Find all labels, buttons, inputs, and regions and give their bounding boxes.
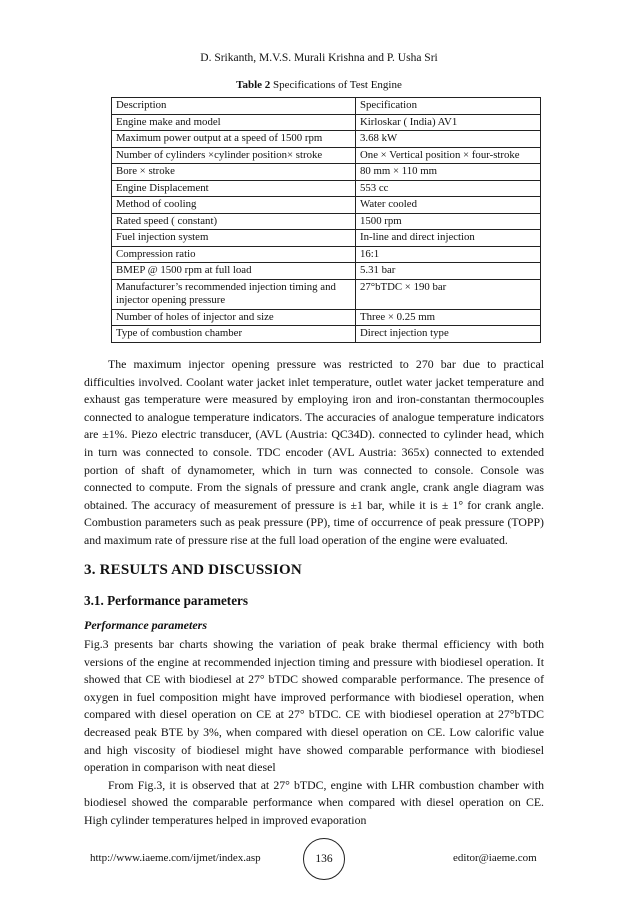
table-row — [112, 309, 541, 326]
table-cell-specification: 553 cc — [356, 180, 541, 197]
table-cell-description: Description — [112, 98, 356, 115]
footer-email-link[interactable]: editor@iaeme.com — [453, 852, 537, 864]
paragraph-1: The maximum injector opening pressure was restricted to 270 bar due to practical difficulties involved. Coolant water jacket inlet temperature, outlet water jacket temperature and exhaust gas temperature were measured by employing iron and iron-constantan thermocouples connected to analogue temperature indicators. The accuracies of analogue temperature indicators are ±1%. Piezo electric transducer, (AVL (Austria: QC34D). connected to cylinder head, which in turn was connected to console. TDC encoder (AVL Austria: 365x) connected to extended portion of shaft of dynamometer, which in turn was connected to console. Console was connected to compute. From the signals of pressure and crank angle, crank angle diagram was obtained. The accuracy of measurement of pressure is ±1 bar, while it is ± 1° for crank angle. Combustion parameters such as peak pressure (PP), time of occurrence of peak pressure (TOPP) and maximum rate of pressure rise at the full load operation of the engine were evaluated. — [84, 357, 544, 547]
table-row — [112, 326, 541, 343]
table-cell-description: Compression ratio — [112, 246, 356, 263]
table-row — [112, 180, 541, 197]
body-paragraph-1 — [84, 356, 544, 550]
table-cell-specification: Direct injection type — [356, 326, 541, 343]
table-row — [112, 279, 541, 309]
table-cell-specification: 80 mm × 110 mm — [356, 164, 541, 181]
table-row — [112, 164, 541, 181]
table-cell-description: Method of cooling — [112, 197, 356, 214]
table-cell-description: Number of holes of injector and size — [112, 309, 356, 326]
table-header-row — [112, 98, 541, 115]
table-row — [112, 230, 541, 247]
running-head-authors: D. Srikanth, M.V.S. Murali Krishna and P. Usha Sri — [200, 52, 438, 64]
table-row — [112, 246, 541, 263]
table-cell-specification: In-line and direct injection — [356, 230, 541, 247]
footer-url-link[interactable]: http://www.iaeme.com/ijmet/index.asp — [90, 852, 261, 864]
table-cell-specification: 27°bTDC × 190 bar — [356, 279, 541, 309]
table-cell-description: Engine make and model — [112, 114, 356, 131]
table-caption — [0, 79, 638, 91]
table-row — [112, 197, 541, 214]
table-label: Table 2 — [236, 79, 271, 91]
section-heading: 3. RESULTS AND DISCUSSION — [84, 562, 302, 578]
page-number-badge — [303, 838, 345, 880]
table-row — [112, 131, 541, 148]
table-cell-specification: One × Vertical position × four-stroke — [356, 147, 541, 164]
table-cell-description: Type of combustion chamber — [112, 326, 356, 343]
table-cell-specification: 3.68 kW — [356, 131, 541, 148]
table-cell-specification: 5.31 bar — [356, 263, 541, 280]
table-cell-specification: Three × 0.25 mm — [356, 309, 541, 326]
table-row — [112, 147, 541, 164]
table-row — [112, 114, 541, 131]
table-cell-description: Maximum power output at a speed of 1500 rpm — [112, 131, 356, 148]
table-cell-specification: Water cooled — [356, 197, 541, 214]
table-row — [112, 213, 541, 230]
table-cell-description: Manufacturer’s recommended injection timing and injector opening pressure — [112, 279, 356, 309]
subsubsection-heading: Performance parameters — [84, 618, 207, 632]
table-cell-description: Number of cylinders ×cylinder position× stroke — [112, 147, 356, 164]
table-cell-specification: Specification — [356, 98, 541, 115]
table-caption-text: Specifications of Test Engine — [273, 79, 402, 91]
table-cell-description: Rated speed ( constant) — [112, 213, 356, 230]
body-paragraph-2 — [84, 636, 544, 830]
paragraph-2: Fig.3 presents bar charts showing the variation of peak brake thermal efficiency with both versions of the engine at recommended injection timing and pressure with biodiesel operation. It showed that CE with biodiesel at 27° bTDC showed comparable performance. The presence of oxygen in fuel composition might have improved performance with biodiesel operation, when compared with diesel operation on CE at 27° bTDC. CE with biodiesel operation at 27°bTDC decreased peak BTE by 3%, when compared with diesel operation on CE. Low calorific value and high viscosity of biodiesel might have showed comparable performance with biodiesel operation in comparison with neat diesel — [84, 637, 544, 775]
table-cell-specification: 16:1 — [356, 246, 541, 263]
table-row — [112, 263, 541, 280]
subsection-heading: 3.1. Performance parameters — [84, 593, 249, 608]
table-cell-description: Fuel injection system — [112, 230, 356, 247]
table-cell-specification: 1500 rpm — [356, 213, 541, 230]
paragraph-3: From Fig.3, it is observed that at 27° bTDC, engine with LHR combustion chamber with biodiesel showed the comparable performance when compared with diesel operation on CE. High cylinder temperatures helped in improved evaporation — [84, 777, 544, 827]
table-cell-description: BMEP @ 1500 rpm at full load — [112, 263, 356, 280]
table-cell-specification: Kirloskar ( India) AV1 — [356, 114, 541, 131]
page-number: 136 — [315, 853, 333, 865]
table-cell-description: Engine Displacement — [112, 180, 356, 197]
table-cell-description: Bore × stroke — [112, 164, 356, 181]
specifications-table — [111, 97, 541, 343]
